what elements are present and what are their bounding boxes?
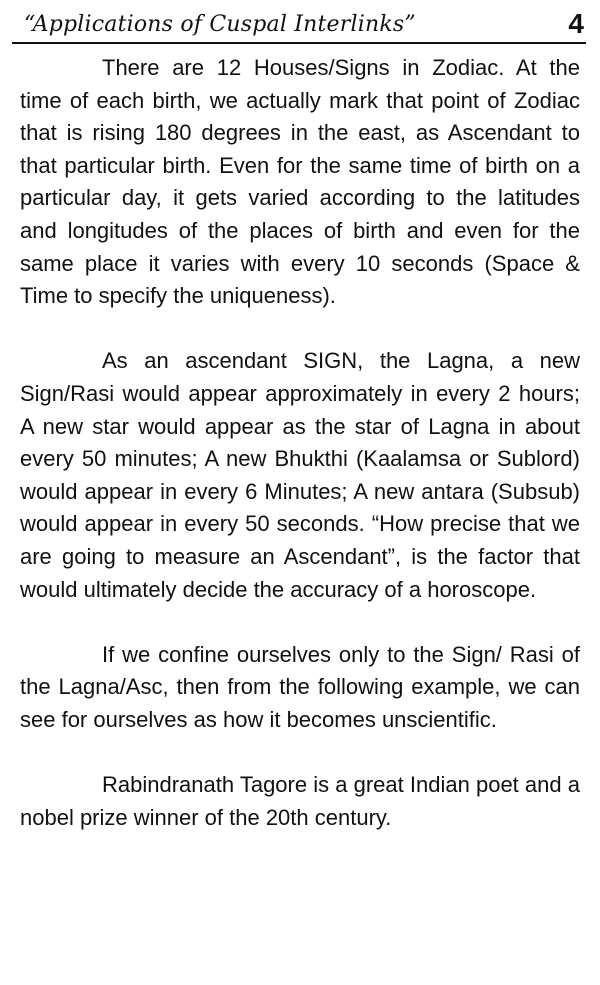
paragraph-ascendant-timing: As an ascendant SIGN, the Lagna, a new Sign/Rasi would appear approximately in every 2 hours; A new star would appear as the star of Lagna in about every 50 minutes; A new Bhukthi (Kaalamsa or Sublord) would appear in every 6 Minutes; A new antara (Subsub) would appear in every 50 seconds. “How precise that we are going to measure an Ascendant”, is the factor that would ultimately decide the accuracy of a horoscope. [20, 348, 580, 602]
paragraph-tagore-example: Rabindranath Tagore is a great Indian poet and a nobel prize winner of the 20th century. [20, 772, 580, 830]
page-number: 4 [568, 8, 584, 39]
page-header [12, 6, 586, 44]
running-title: “Applications of Cuspal Interlinks” [24, 12, 416, 37]
paragraph-zodiac-ascendant: There are 12 Houses/Signs in Zodiac. At the time of each birth, we actually mark that point of Zodiac that is rising 180 degrees in the east, as Ascendant to that particular birth. Even for the same time of birth on a particular day, it gets varied according to the latitudes and longitudes of the places of birth and even for the same place it varies with every 10 seconds (Space & Time to specify the uniqueness). [20, 55, 580, 309]
page-body [20, 52, 580, 834]
paragraph-sign-limitation: If we confine ourselves only to the Sign/ Rasi of the Lagna/Asc, then from the following example, we can see for ourselves as how it becomes unscientific. [20, 641, 580, 732]
